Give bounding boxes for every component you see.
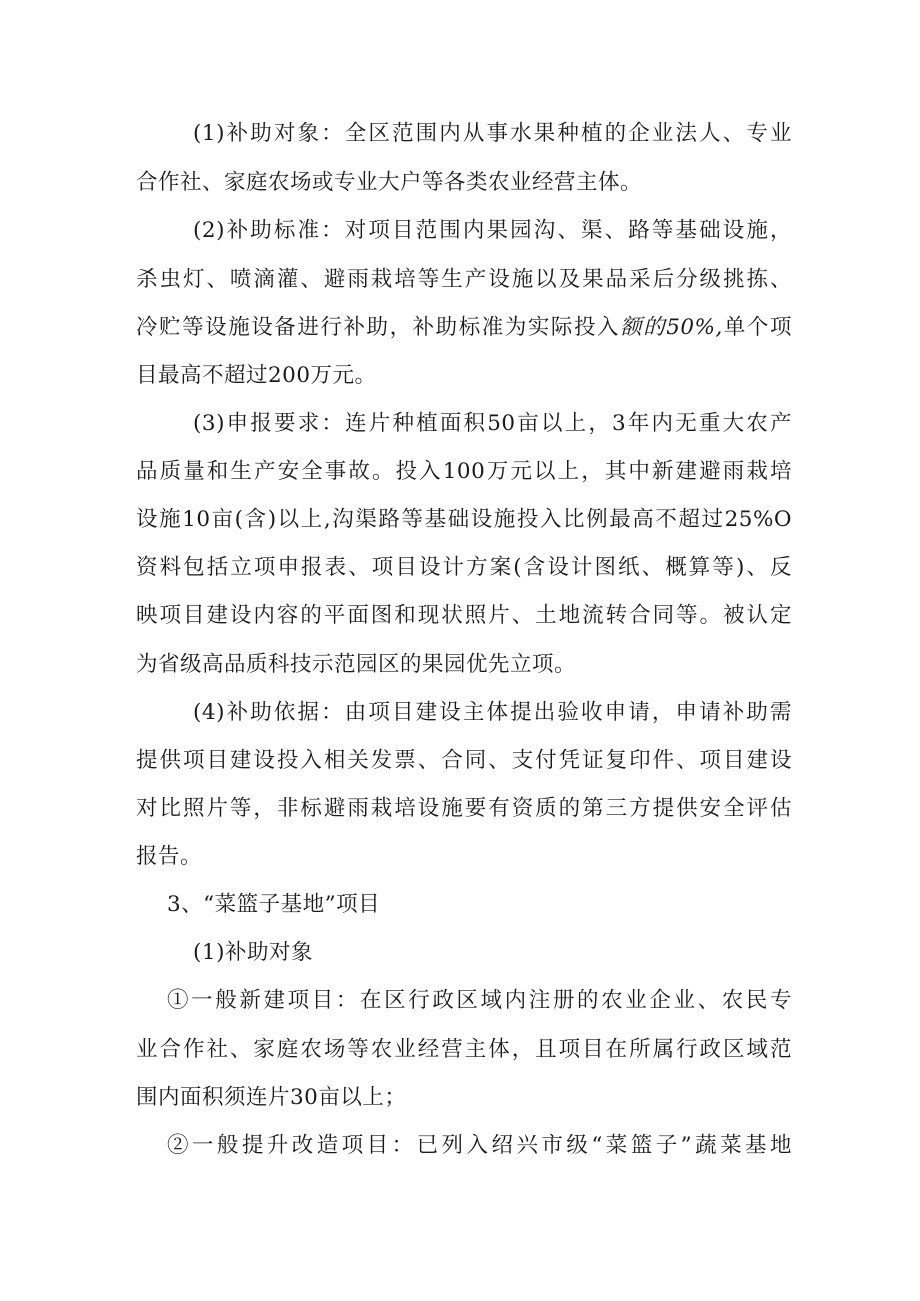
- text-line: 合作社、家庭农场或专业大户等各类农业经营主体。: [136, 170, 643, 195]
- text-line: 杀虫灯、喷滴灌、避雨栽培等生产设施以及果品采后分级挑拣、: [136, 267, 792, 292]
- text-line: 提供项目建设投入相关发票、合同、支付凭证复印件、项目建设: [136, 748, 792, 773]
- text-line: 围内面积须连片30亩以上；: [136, 1085, 407, 1110]
- text-segment: 冷贮等设施设备进行补助，补助标准为实际投入: [136, 315, 621, 340]
- sub-heading: (1)补助对象: [193, 940, 313, 965]
- text-line: 资料包括立项申报表、项目设计方案(含设计图纸、概算等)、反: [136, 555, 792, 580]
- text-line: (3)申报要求：连片种植面积50亩以上，3年内无重大农产: [193, 411, 792, 436]
- text-line: ②一般提升改造项目：已列入绍兴市级“菜篮子”蔬菜基地: [167, 1133, 792, 1158]
- text-line: 映项目建设内容的平面图和现状照片、土地流转合同等。被认定: [136, 603, 792, 628]
- text-segment: 单个项: [722, 315, 792, 340]
- text-line: (4)补助依据：由项目建设主体提出验收申请，申请补助需: [193, 700, 792, 725]
- text-line: 设施10亩(含)以上,沟渠路等基础设施投入比例最高不超过25%O: [136, 507, 792, 532]
- italic-text-segment: 额的50%,: [620, 315, 723, 340]
- section-heading: 3、“菜篮子基地”项目: [167, 892, 381, 917]
- text-line: 报告。: [136, 844, 203, 869]
- text-line: (1)补助对象：全区范围内从事水果种植的企业法人、专业: [193, 121, 792, 146]
- text-line: 业合作社、家庭农场等农业经营主体，且项目在所属行政区域范: [136, 1037, 792, 1062]
- text-line: ①一般新建项目：在区行政区域内注册的农业企业、农民专: [167, 988, 792, 1013]
- text-line: (2)补助标准：对项目范围内果园沟、渠、路等基础设施，: [193, 218, 792, 243]
- text-line: 对比照片等，非标避雨栽培设施要有资质的第三方提供安全评估: [136, 796, 792, 821]
- text-line: 目最高不超过200万元。: [136, 363, 377, 388]
- text-line: 品质量和生产安全事故。投入100万元以上，其中新建避雨栽培: [136, 459, 792, 484]
- text-line-mixed: [136, 308, 792, 348]
- text-line: 为省级高品质科技示范园区的果园优先立项。: [136, 652, 577, 677]
